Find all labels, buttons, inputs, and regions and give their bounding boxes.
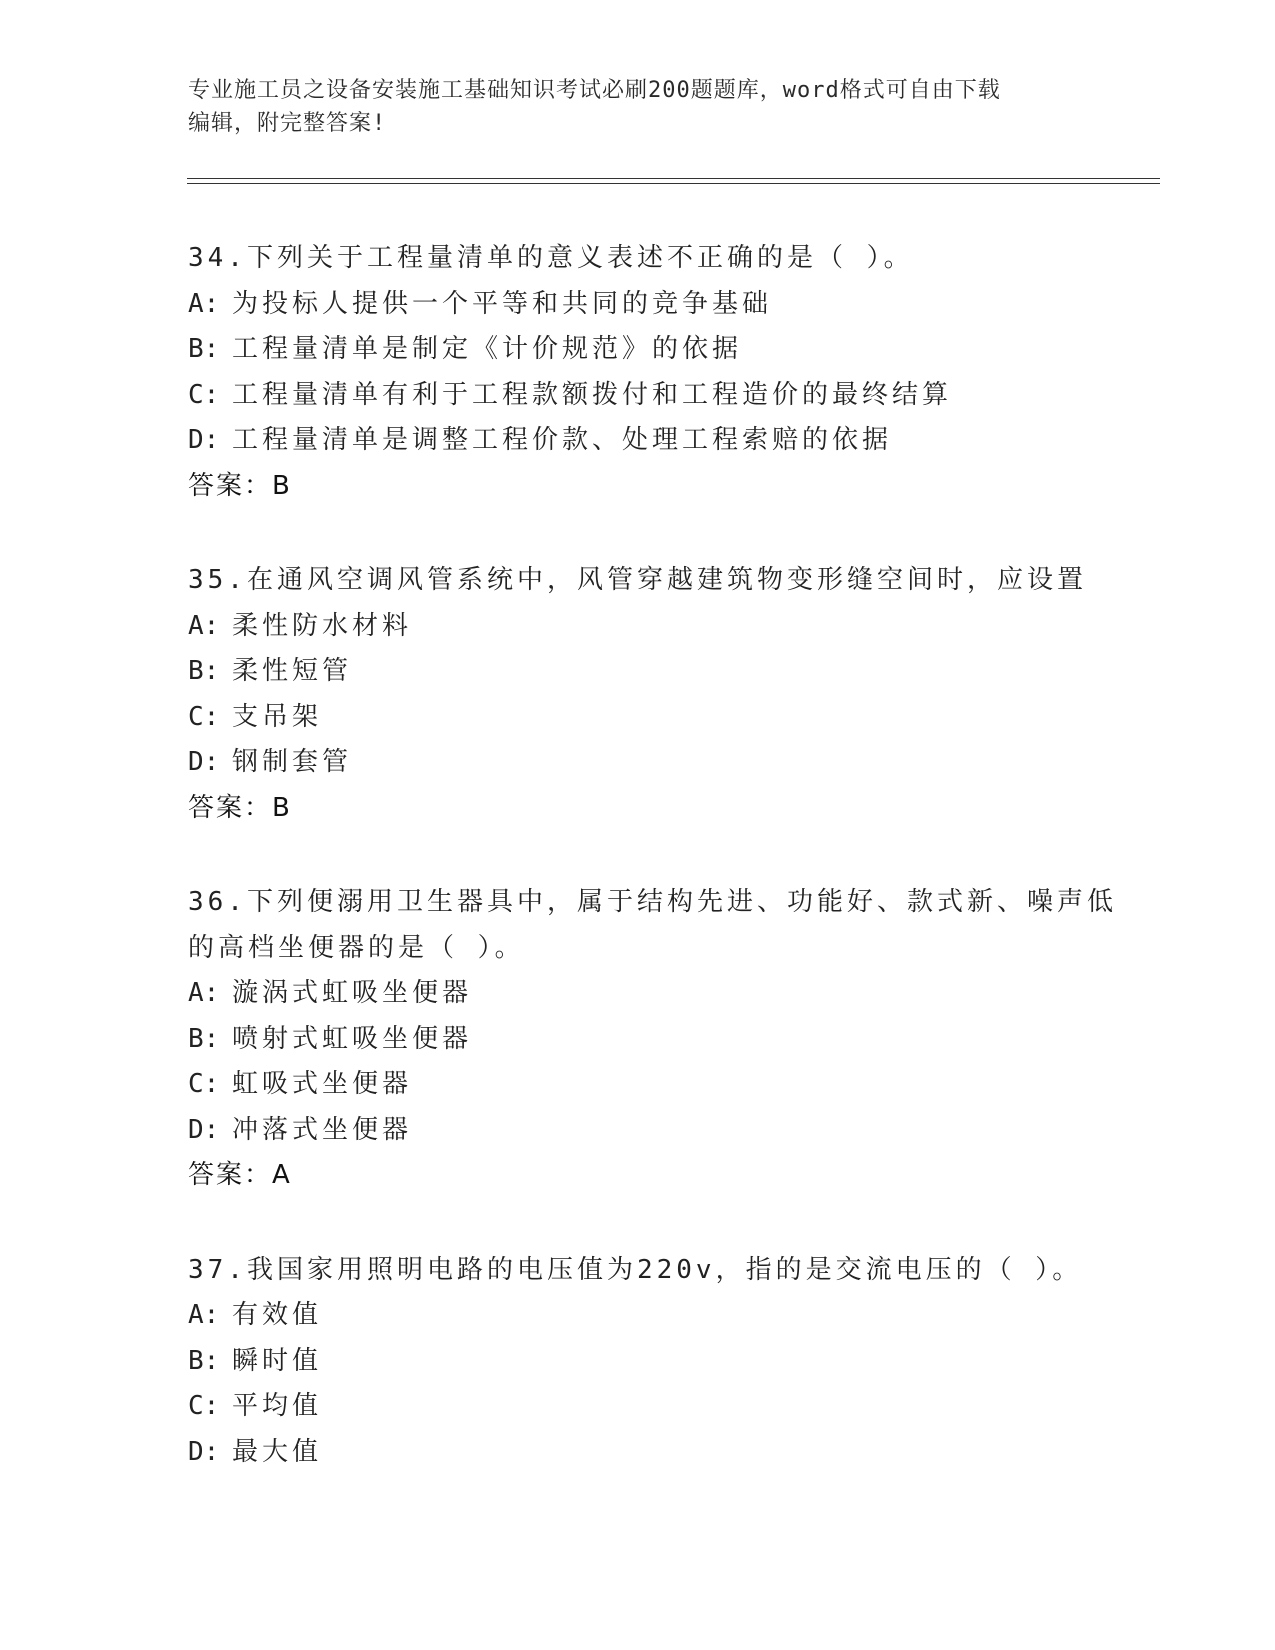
option-text: 工程量清单是调整工程价款、处理工程索赔的依据	[232, 425, 893, 455]
option-letter: B:	[188, 656, 220, 686]
question-37	[188, 1248, 1088, 1476]
option-text: 冲落式坐便器	[232, 1114, 413, 1145]
question-list	[188, 236, 1117, 1524]
option-text: 有效值	[232, 1300, 323, 1330]
option-text: 喷射式虹吸坐便器	[232, 1023, 473, 1054]
option-letter: C:	[188, 1391, 220, 1421]
option-text: 钢制套管	[232, 747, 353, 777]
question-36	[188, 880, 1117, 1199]
option-letter: A:	[188, 1300, 220, 1330]
option-b	[188, 327, 1088, 373]
option-c	[188, 373, 1088, 419]
option-letter: A:	[188, 610, 220, 641]
option-letter: C:	[188, 1069, 220, 1099]
option-d	[188, 418, 1088, 464]
option-text: 漩涡式虹吸坐便器	[232, 978, 473, 1008]
option-b	[188, 1339, 1088, 1385]
option-b	[188, 649, 1088, 695]
option-text: 为投标人提供一个平等和共同的竞争基础	[232, 288, 773, 319]
option-text: 工程量清单是制定《计价规范》的依据	[232, 334, 743, 364]
option-text: 虹吸式坐便器	[232, 1069, 413, 1099]
question-stem-continued: 的高档坐便器的是（ ）。	[188, 932, 525, 963]
option-letter: D:	[188, 425, 220, 455]
document-header	[188, 74, 1088, 140]
option-text: 柔性防水材料	[232, 610, 413, 641]
question-stem: 35.在通风空调风管系统中，风管穿越建筑物变形缝空间时，应设置	[188, 565, 1087, 595]
option-c	[188, 695, 1088, 741]
answer: 答案：B	[188, 792, 292, 823]
option-letter: B:	[188, 1345, 220, 1376]
option-text: 支吊架	[232, 701, 323, 732]
option-text: 工程量清单有利于工程款额拨付和工程造价的最终结算	[232, 379, 953, 410]
option-letter: A:	[188, 978, 220, 1008]
header-divider-bottom	[187, 183, 1160, 184]
option-letter: B:	[188, 1023, 220, 1054]
option-letter: D:	[188, 747, 220, 777]
question-stem: 36.下列便溺用卫生器具中，属于结构先进、功能好、款式新、噪声低	[188, 887, 1117, 917]
option-d	[188, 740, 1088, 786]
option-letter: D:	[188, 1436, 220, 1467]
option-a	[188, 604, 1088, 650]
option-text: 瞬时值	[232, 1345, 323, 1376]
option-letter: D:	[188, 1114, 220, 1145]
option-a	[188, 1293, 1088, 1339]
option-a	[188, 971, 1088, 1017]
option-text: 平均值	[232, 1391, 323, 1421]
header-line-1: 专业施工员之设备安装施工基础知识考试必刷200题题库，word格式可自由下载	[188, 78, 1001, 103]
option-text: 柔性短管	[232, 656, 353, 686]
option-letter: B:	[188, 334, 220, 364]
question-stem: 37.我国家用照明电路的电压值为220v，指的是交流电压的（ ）。	[188, 1254, 1083, 1285]
answer: 答案：B	[188, 470, 292, 501]
question-35	[188, 558, 1088, 831]
option-letter: A:	[188, 288, 220, 319]
question-stem: 34.下列关于工程量清单的意义表述不正确的是（ ）。	[188, 243, 914, 273]
option-letter: C:	[188, 379, 220, 410]
option-a	[188, 282, 1088, 328]
question-34	[188, 236, 1088, 509]
option-b	[188, 1017, 1088, 1063]
option-c	[188, 1062, 1088, 1108]
option-d	[188, 1108, 1088, 1154]
option-d	[188, 1430, 1088, 1476]
header-line-2: 编辑，附完整答案!	[188, 111, 387, 136]
option-text: 最大值	[232, 1436, 323, 1467]
header-divider-top	[187, 178, 1160, 179]
option-c	[188, 1384, 1088, 1430]
answer: 答案：A	[188, 1160, 292, 1190]
option-letter: C:	[188, 701, 220, 732]
